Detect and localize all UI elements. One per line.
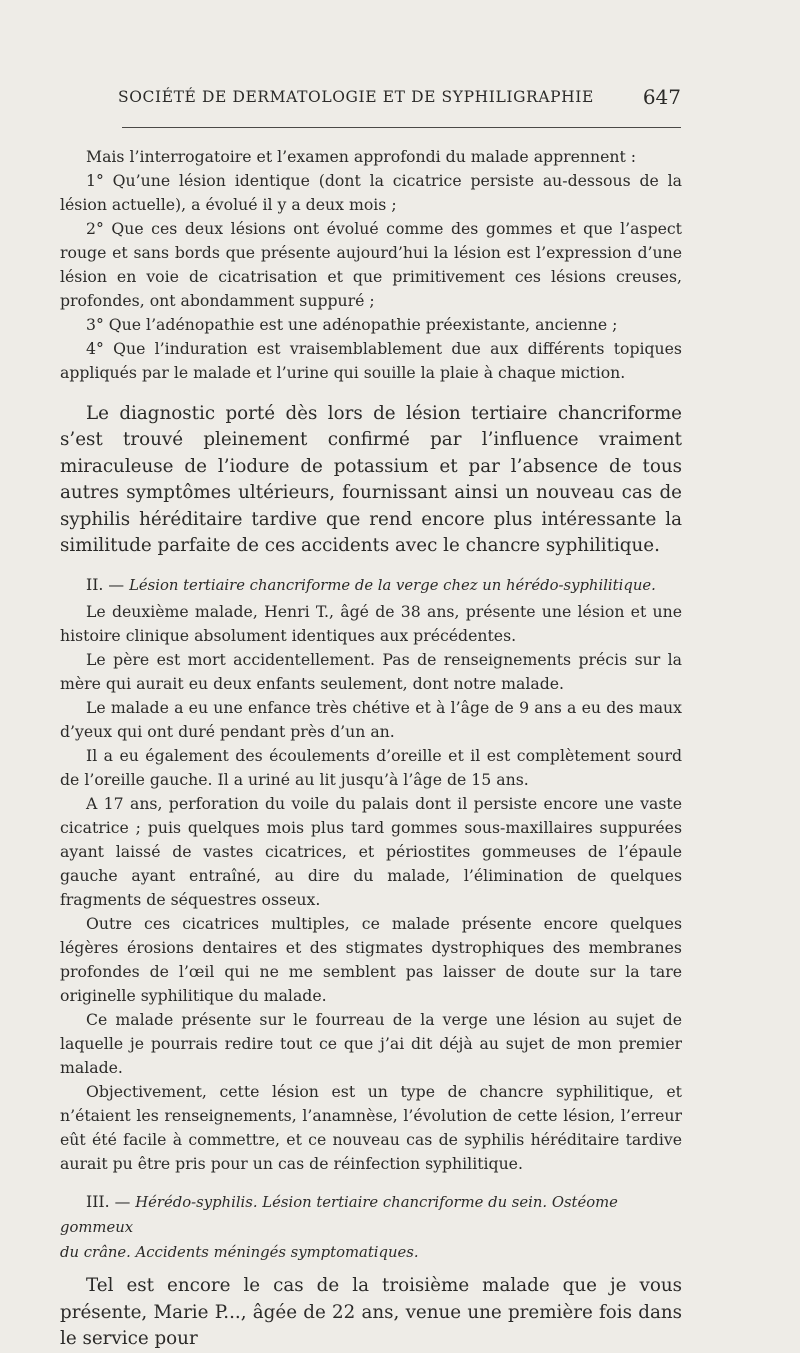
case2-text: [60, 600, 682, 1176]
section-number: II. —: [86, 575, 125, 595]
paragraph: Ce malade présente sur le fourreau de la verge une lésion au sujet de laquelle je pourrais redire tout ce que j’ai dit déjà au sujet de mon premier malade.: [60, 1010, 682, 1078]
running-head-title: SOCIÉTÉ DE DERMATOLOGIE ET DE SYPHILIGRAPHIE: [118, 88, 594, 106]
case3-text: [60, 1273, 682, 1352]
paragraph: Le père est mort accidentellement. Pas de renseignements précis sur la mère qui aurait eu deux enfants seulement, dont notre malade.: [60, 650, 682, 694]
paragraph: 4° Que l’induration est vraisemblablement due aux différents topiques appliqués par le malade et l’urine qui souille la plaie à chaque miction.: [60, 339, 682, 382]
paragraph: Le diagnostic porté dès lors de lésion tertiaire chancriforme s’est trouvé pleinement confirmé par l’influence vraiment miraculeuse de l’iodure de potassium et par l’absence de tous autres symptômes ultérieurs, fournissant ainsi un nouveau cas de syphilis héréditaire tardive que rend encore plus intéressante la similitude parfaite de ces accidents avec le chancre syphilitique.: [60, 403, 682, 557]
paragraph: Tel est encore le cas de la troisième malade que je vous présente, Marie P..., âgée de 22 ans, venue une première fois dans le service pour: [60, 1275, 682, 1350]
header-rule: [122, 127, 681, 128]
section-title-line-2: du crâne. Accidents méningés symptomatiques.: [60, 1244, 419, 1262]
section-title-line-1: Hérédo-syphilis. Lésion tertiaire chancriforme du sein. Ostéome gommeux: [60, 1194, 618, 1237]
paragraph: Le malade a eu une enfance très chétive et à l’âge de 9 ans a eu des maux d’yeux qui ont duré pendant près d’un an.: [60, 698, 682, 742]
section-number: III. —: [86, 1192, 131, 1212]
paragraph: Le deuxième malade, Henri T., âgé de 38 ans, présente une lésion et une histoire clinique absolument identiques aux précédentes.: [60, 602, 682, 646]
paragraph: 3° Que l’adénopathie est une adénopathie préexistante, ancienne ;: [86, 315, 618, 334]
page-body: [60, 145, 682, 1353]
paragraph: Objectivement, cette lésion est un type de chancre syphilitique, et n’étaient les renseignements, l’anamnèse, l’évolution de cette lésion, l’erreur eût été facile à commettre, et ce nouveau cas de syphilis héréditaire tardive aurait pu être pris pour un cas de réinfection syphilitique.: [60, 1082, 682, 1174]
section-heading-ii: [60, 573, 682, 598]
paragraph: 1° Qu’une lésion identique (dont la cicatrice persiste au-dessous de la lésion actuelle), a évolué il y a deux mois ;: [60, 171, 682, 214]
case1-conclusion: [60, 401, 682, 559]
section-heading-iii: [60, 1190, 682, 1265]
paragraph: Mais l’interrogatoire et l’examen approfondi du malade apprennent :: [86, 147, 637, 166]
page-number: 647: [642, 85, 681, 109]
section-title: Lésion tertiaire chancriforme de la verge chez un hérédo-syphilitique.: [129, 577, 656, 595]
paragraph: Il a eu également des écoulements d’oreille et il est complètement sourd de l’oreille gauche. Il a uriné au lit jusqu’à l’âge de 15 ans.: [60, 746, 682, 790]
paragraph: A 17 ans, perforation du voile du palais dont il persiste encore une vaste cicatrice ; puis quelques mois plus tard gommes sous-maxillaires suppurées ayant laissé de vastes cicatrices, et périostites gommeuses de l’épaule gauche ayant entraîné, au dire du malade, l’élimination de quelques fragments de séquestres osseux.: [60, 794, 682, 910]
paragraph: Outre ces cicatrices multiples, ce malade présente encore quelques légères érosions dentaires et des stigmates dystrophiques des membranes profondes de l’œil qui ne me semblent pas laisser de doute sur la tare originelle syphilitique du malade.: [60, 914, 682, 1006]
running-head: [118, 85, 681, 109]
case1-findings: [60, 145, 682, 385]
paragraph: 2° Que ces deux lésions ont évolué comme des gommes et que l’aspect rouge et sans bords que présente aujourd’hui la lésion est l’expression d’une lésion en voie de cicatrisation et que primitivement ces lésions creuses, profondes, ont abondamment suppuré ;: [60, 219, 682, 310]
